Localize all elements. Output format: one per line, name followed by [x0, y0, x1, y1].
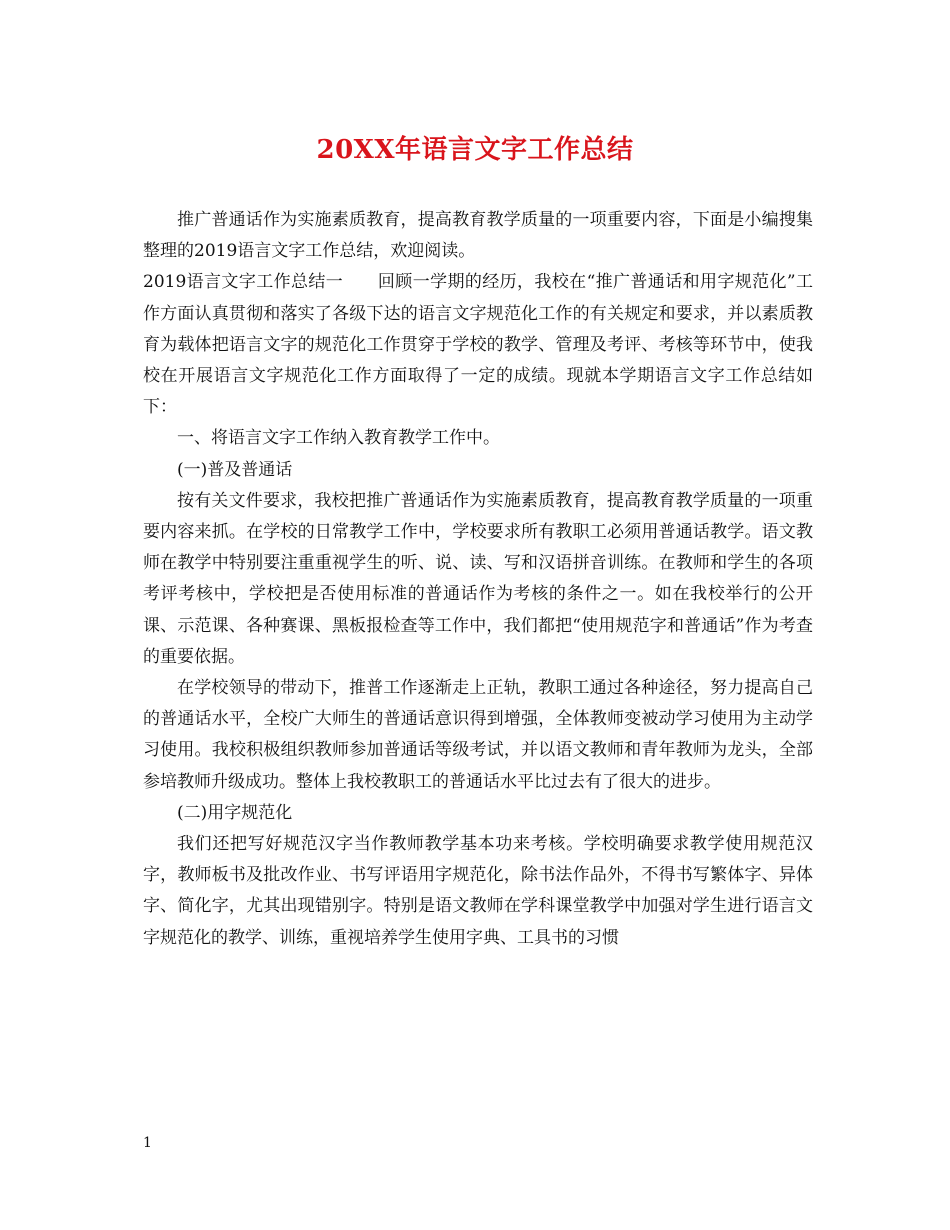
paragraph-putonghua-requirements: 按有关文件要求，我校把推广普通话作为实施素质教育，提高教育教学质量的一项重要内容来抓。在学校的日常教学工作中，学校要求所有教职工必须用普通话教学。语文教师在教学中特别要注重重视学生的听、说、读、写和汉语拼音训练。在教师和学生的各项考评考核中，学校把是否使用标准的普通话作为考核的条件之一。如在我校举行的公开课、示范课、各种赛课、黑板报检查等工作中，我们都把“使用规范字和普通话”作为考查的重要依据。 [143, 490, 813, 667]
document-body [143, 205, 813, 954]
paragraph-putonghua-progress: 在学校领导的带动下，推普工作逐渐走上正轨，教职工通过各种途径，努力提高自己的普通话水平，全校广大师生的普通话意识得到增强，全体教师变被动学习使用为主动学习使用。我校积极组织教师参加普通话等级考试，并以语文教师和青年教师为龙头，全部参培教师升级成功。整体上我校教职工的普通话水平比过去有了很大的进步。 [143, 678, 813, 792]
page-number: 1 [143, 1135, 152, 1151]
paragraph-summary-one: 2019语言文字工作总结一 回顾一学期的经历，我校在“推广普通话和用字规范化”工作方面认真贯彻和落实了各级下达的语言文字规范化工作的有关规定和要求，并以素质教育为载体把语言文字的规范化工作贯穿于学校的教学、管理及考评、考核等环节中，使我校在开展语言文字规范化工作方面取得了一定的成绩。现就本学期语言文字工作总结如下： [143, 272, 813, 418]
document-title: 20XX年语言文字工作总结 [316, 135, 634, 165]
paragraph-standard-characters: 我们还把写好规范汉字当作教师教学基本功来考核。学校明确要求教学使用规范汉字，教师板书及批改作业、书写评语用字规范化，除书法作品外，不得书写繁体字、异体字、简化字，尤其出现错别字。特别是语文教师在学科课堂教学中加强对学生进行语言文字规范化的教学、训练，重视培养学生使用字典、工具书的习惯 [143, 834, 813, 948]
subsection-heading-putonghua: (一)普及普通话 [177, 459, 293, 480]
paragraph-intro: 推广普通话作为实施素质教育，提高教育教学质量的一项重要内容，下面是小编搜集整理的2019语言文字工作总结，欢迎阅读。 [143, 210, 813, 262]
subsection-heading-standard-characters: (二)用字规范化 [177, 802, 293, 823]
section-heading-one: 一、将语言文字工作纳入教育教学工作中。 [177, 428, 500, 449]
